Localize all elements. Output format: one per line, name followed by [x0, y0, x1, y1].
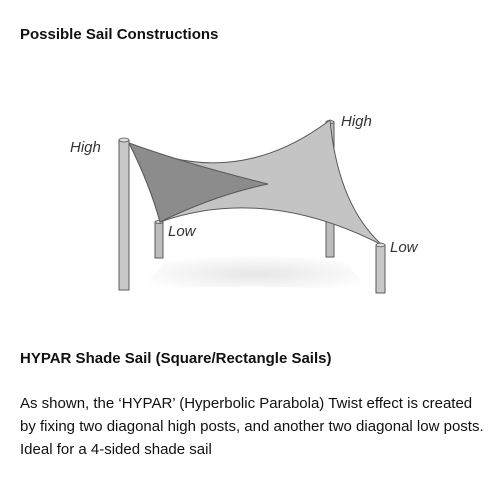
section-description: As shown, the ‘HYPAR’ (Hyperbolic Parabola) Twist effect is created by fixing two diagonal high posts, and another two diagonal low posts. Ideal for a 4-sided shade sail — [20, 395, 484, 458]
label-high-left: High — [70, 139, 101, 156]
page-title: Possible Sail Constructions — [20, 26, 219, 43]
section-title: HYPAR Shade Sail (Square/Rectangle Sails) — [20, 350, 332, 367]
high-post-left — [119, 138, 129, 290]
low-post-right — [376, 243, 385, 293]
label-high-right: High — [341, 113, 372, 130]
label-low-front: Low — [168, 223, 196, 240]
low-post-front — [155, 221, 163, 259]
label-low-right: Low — [390, 239, 418, 256]
sail-ground-shadow — [140, 256, 372, 292]
